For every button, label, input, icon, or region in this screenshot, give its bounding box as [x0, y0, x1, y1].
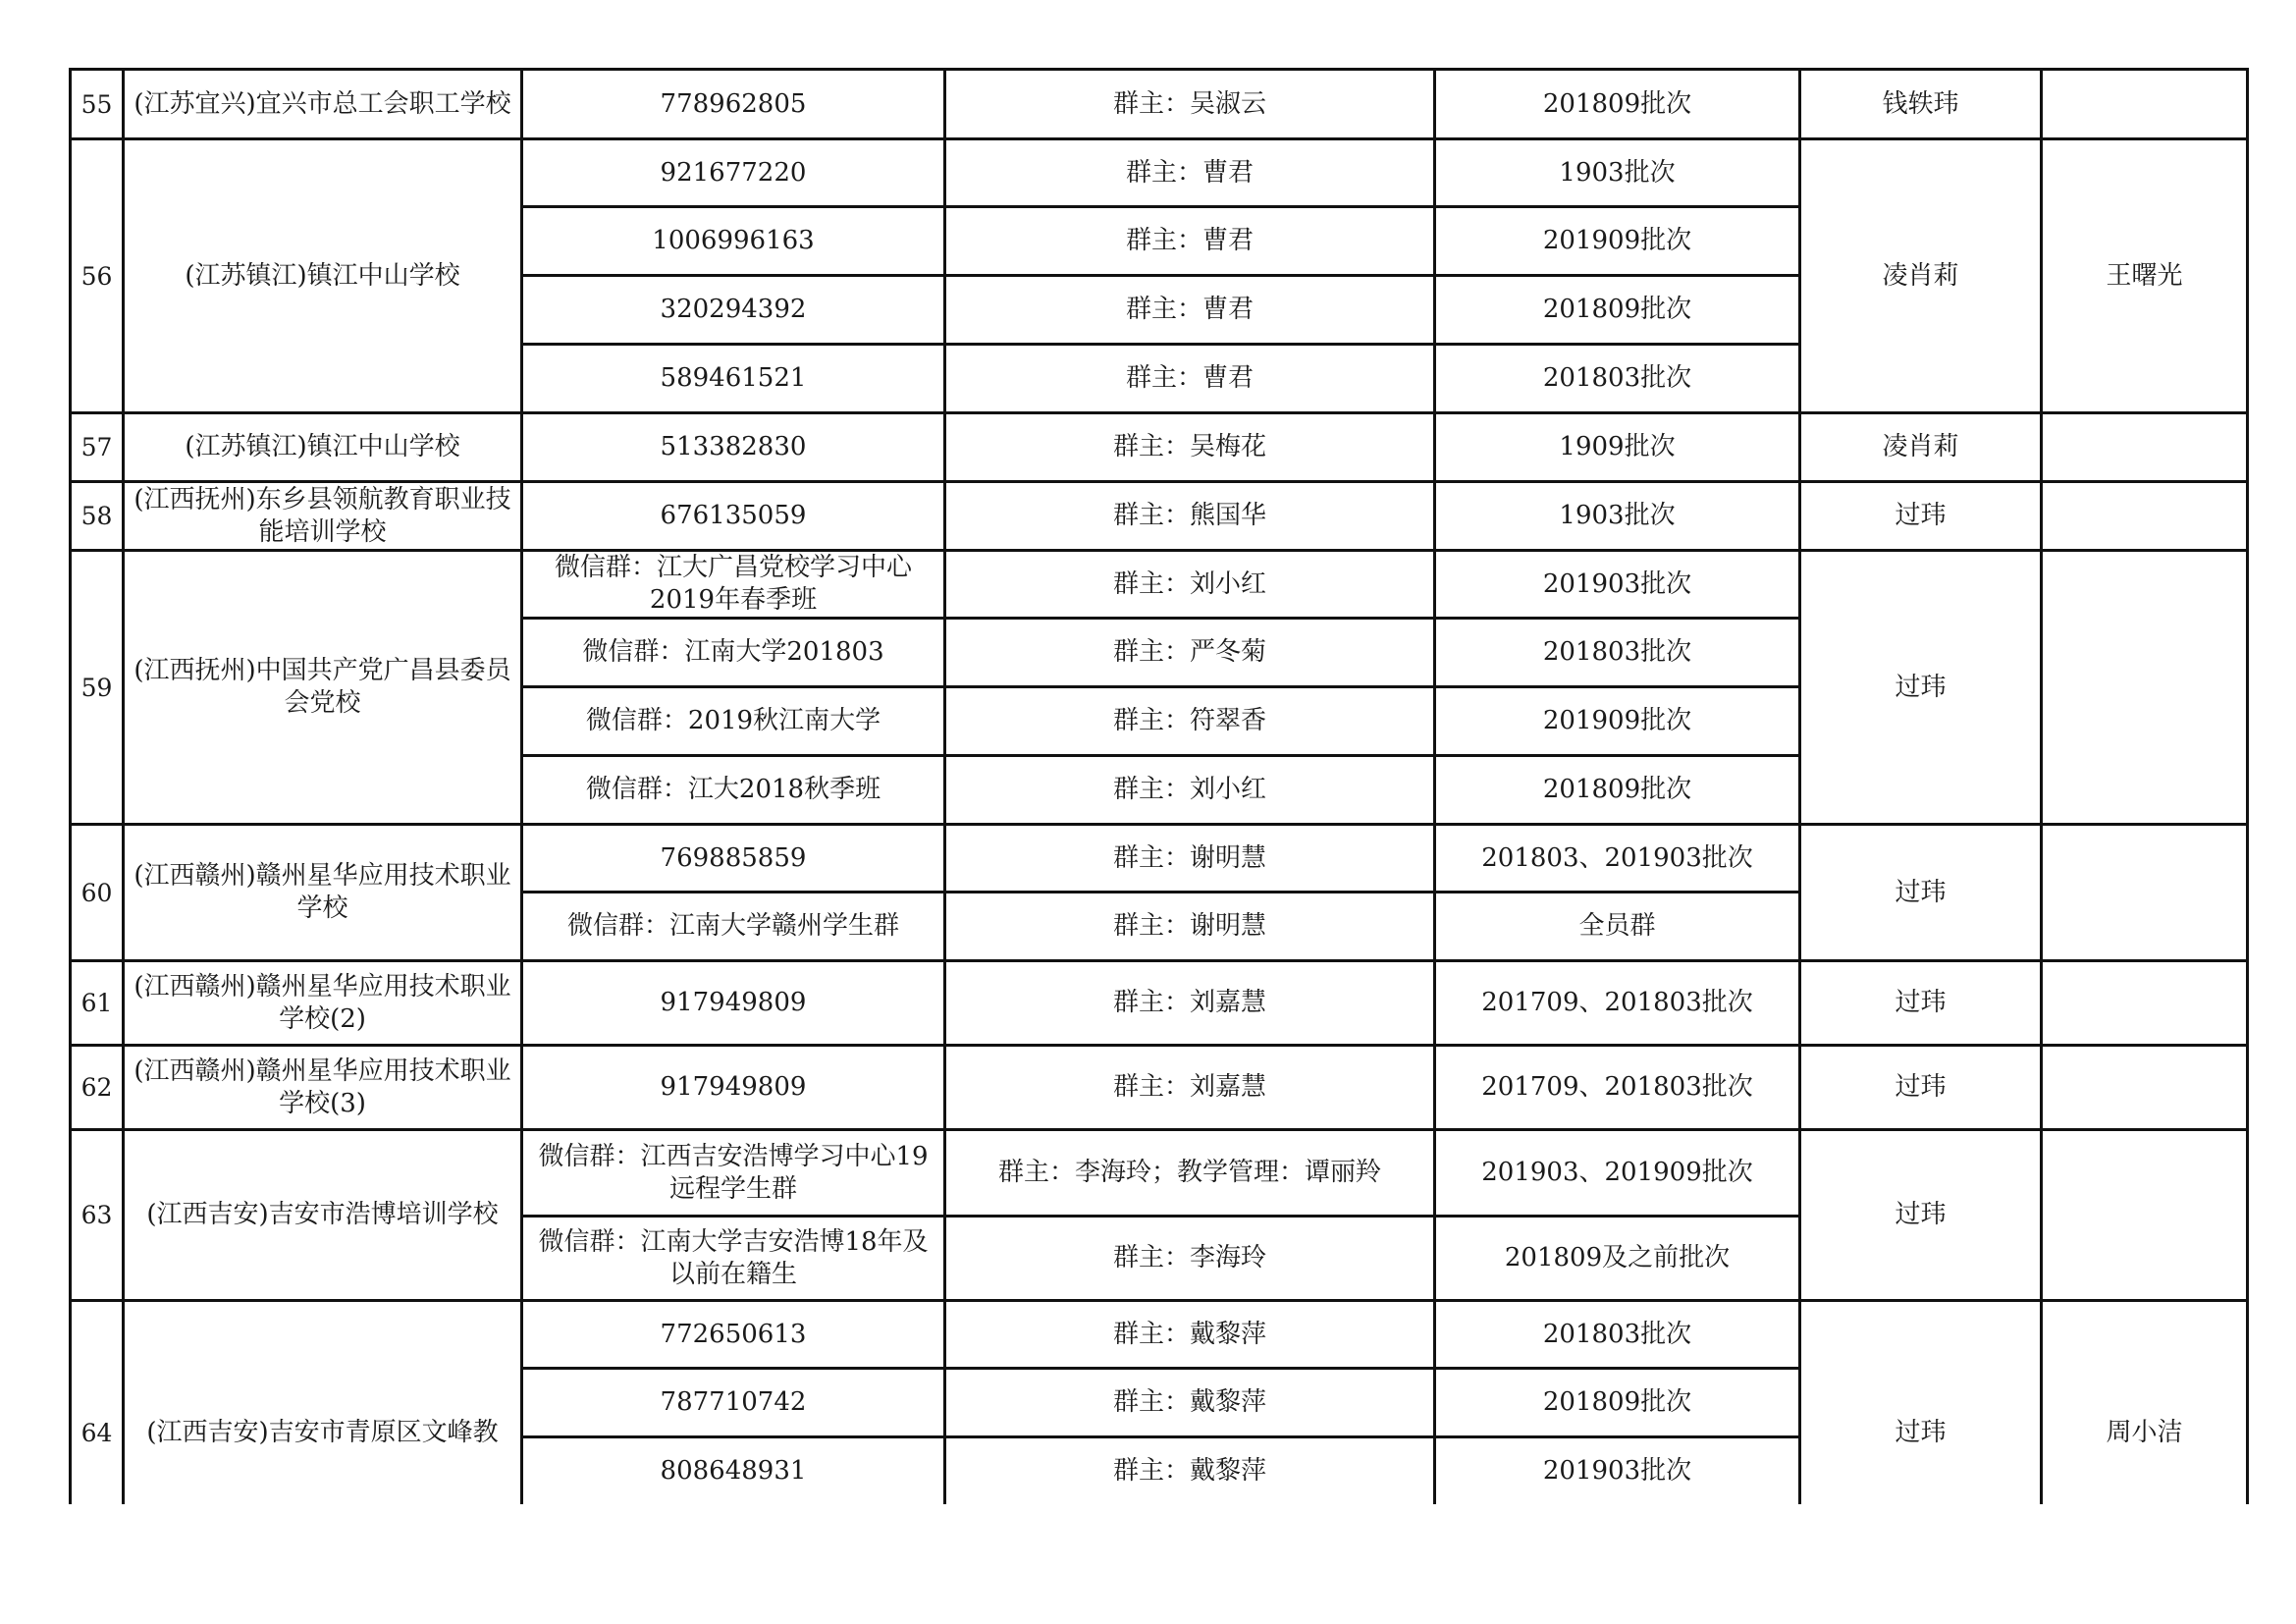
remark: [2042, 70, 2248, 139]
group-owner: 群主：刘嘉慧: [945, 1046, 1435, 1130]
group-id: 513382830: [522, 413, 945, 482]
school-name: (江西吉安)吉安市浩博培训学校: [124, 1130, 522, 1301]
school-name: (江西抚州)东乡县领航教育职业技能培训学校: [124, 482, 522, 551]
group-owner: 群主：李海玲；教学管理：谭丽羚: [945, 1130, 1435, 1217]
batch: 201809批次: [1435, 1369, 1800, 1437]
remark: [2042, 413, 2248, 482]
school-name: (江西抚州)中国共产党广昌县委员会党校: [124, 551, 522, 825]
group-id: 921677220: [522, 139, 945, 207]
group-owner: 群主：严冬菊: [945, 619, 1435, 687]
row-number: 64: [71, 1301, 124, 1505]
group-owner: 群主：李海玲: [945, 1217, 1435, 1301]
row-number: 60: [71, 825, 124, 961]
group-id: 微信群：江大广昌党校学习中心2019年春季班: [522, 551, 945, 619]
group-owner: 群主：曹君: [945, 345, 1435, 413]
batch: 201803批次: [1435, 345, 1800, 413]
manager-name: 过玮: [1800, 1046, 2042, 1130]
group-owner: 群主：刘小红: [945, 551, 1435, 619]
remark: [2042, 1046, 2248, 1130]
group-id: 769885859: [522, 825, 945, 893]
row-number: 56: [71, 139, 124, 413]
table-row: [71, 139, 2248, 207]
school-name: (江苏镇江)镇江中山学校: [124, 413, 522, 482]
group-id: 787710742: [522, 1369, 945, 1437]
batch: 201803批次: [1435, 619, 1800, 687]
row-number: 59: [71, 551, 124, 825]
remark: [2042, 961, 2248, 1046]
row-number: 58: [71, 482, 124, 551]
table-row: [71, 482, 2248, 551]
remark: 周小洁: [2042, 1301, 2248, 1505]
school-name: (江苏宜兴)宜兴市总工会职工学校: [124, 70, 522, 139]
group-id: 微信群：江西吉安浩博学习中心19远程学生群: [522, 1130, 945, 1217]
table-row: [71, 961, 2248, 1046]
group-owner: 群主：刘小红: [945, 756, 1435, 825]
remark: 王曙光: [2042, 139, 2248, 413]
batch: 201903批次: [1435, 551, 1800, 619]
remark: [2042, 1130, 2248, 1301]
group-owner: 群主：符翠香: [945, 687, 1435, 756]
remark: [2042, 482, 2248, 551]
batch: 全员群: [1435, 893, 1800, 961]
remark: [2042, 551, 2248, 825]
batch: 1909批次: [1435, 413, 1800, 482]
table-body: [71, 70, 2248, 1505]
group-id: 589461521: [522, 345, 945, 413]
contact-table: [69, 68, 2249, 1504]
group-owner: 群主：谢明慧: [945, 825, 1435, 893]
manager-name: 凌肖莉: [1800, 139, 2042, 413]
group-owner: 群主：熊国华: [945, 482, 1435, 551]
group-id: 917949809: [522, 1046, 945, 1130]
group-id: 微信群：江南大学201803: [522, 619, 945, 687]
group-owner: 群主：吴淑云: [945, 70, 1435, 139]
group-id: 772650613: [522, 1301, 945, 1369]
group-owner: 群主：戴黎萍: [945, 1369, 1435, 1437]
group-owner: 群主：戴黎萍: [945, 1437, 1435, 1505]
school-name: (江西赣州)赣州星华应用技术职业学校: [124, 825, 522, 961]
group-id: 676135059: [522, 482, 945, 551]
table-row: [71, 1046, 2248, 1130]
school-name: (江西赣州)赣州星华应用技术职业学校(2): [124, 961, 522, 1046]
batch: 201909批次: [1435, 207, 1800, 276]
manager-name: 过玮: [1800, 551, 2042, 825]
table-row: [71, 825, 2248, 893]
batch: 201809批次: [1435, 756, 1800, 825]
manager-name: 凌肖莉: [1800, 413, 2042, 482]
group-owner: 群主：曹君: [945, 207, 1435, 276]
group-id: 917949809: [522, 961, 945, 1046]
table-row: [71, 413, 2248, 482]
group-id: 微信群：江南大学吉安浩博18年及以前在籍生: [522, 1217, 945, 1301]
school-name: (江西吉安)吉安市青原区文峰教: [124, 1301, 522, 1505]
manager-name: 过玮: [1800, 482, 2042, 551]
group-id: 微信群：2019秋江南大学: [522, 687, 945, 756]
row-number: 63: [71, 1130, 124, 1301]
group-id: 808648931: [522, 1437, 945, 1505]
batch: 1903批次: [1435, 139, 1800, 207]
batch: 201803批次: [1435, 1301, 1800, 1369]
manager-name: 过玮: [1800, 825, 2042, 961]
group-id: 778962805: [522, 70, 945, 139]
remark: [2042, 825, 2248, 961]
table-row: [71, 70, 2248, 139]
group-owner: 群主：吴梅花: [945, 413, 1435, 482]
table-row: [71, 551, 2248, 619]
batch: 201809批次: [1435, 70, 1800, 139]
batch: 201709、201803批次: [1435, 1046, 1800, 1130]
group-id: 1006996163: [522, 207, 945, 276]
group-owner: 群主：刘嘉慧: [945, 961, 1435, 1046]
table-row: [71, 1130, 2248, 1217]
row-number: 55: [71, 70, 124, 139]
batch: 201909批次: [1435, 687, 1800, 756]
group-owner: 群主：曹君: [945, 139, 1435, 207]
batch: 201803、201903批次: [1435, 825, 1800, 893]
batch: 1903批次: [1435, 482, 1800, 551]
manager-name: 过玮: [1800, 1130, 2042, 1301]
batch: 201903、201909批次: [1435, 1130, 1800, 1217]
manager-name: 过玮: [1800, 1301, 2042, 1505]
manager-name: 过玮: [1800, 961, 2042, 1046]
row-number: 57: [71, 413, 124, 482]
group-owner: 群主：戴黎萍: [945, 1301, 1435, 1369]
group-owner: 群主：曹君: [945, 276, 1435, 345]
batch: 201809批次: [1435, 276, 1800, 345]
batch: 201709、201803批次: [1435, 961, 1800, 1046]
group-id: 320294392: [522, 276, 945, 345]
group-id: 微信群：江南大学赣州学生群: [522, 893, 945, 961]
row-number: 61: [71, 961, 124, 1046]
batch: 201809及之前批次: [1435, 1217, 1800, 1301]
table-row: [71, 1301, 2248, 1369]
school-name: (江西赣州)赣州星华应用技术职业学校(3): [124, 1046, 522, 1130]
group-id: 微信群：江大2018秋季班: [522, 756, 945, 825]
group-owner: 群主：谢明慧: [945, 893, 1435, 961]
school-name: (江苏镇江)镇江中山学校: [124, 139, 522, 413]
batch: 201903批次: [1435, 1437, 1800, 1505]
manager-name: 钱轶玮: [1800, 70, 2042, 139]
row-number: 62: [71, 1046, 124, 1130]
